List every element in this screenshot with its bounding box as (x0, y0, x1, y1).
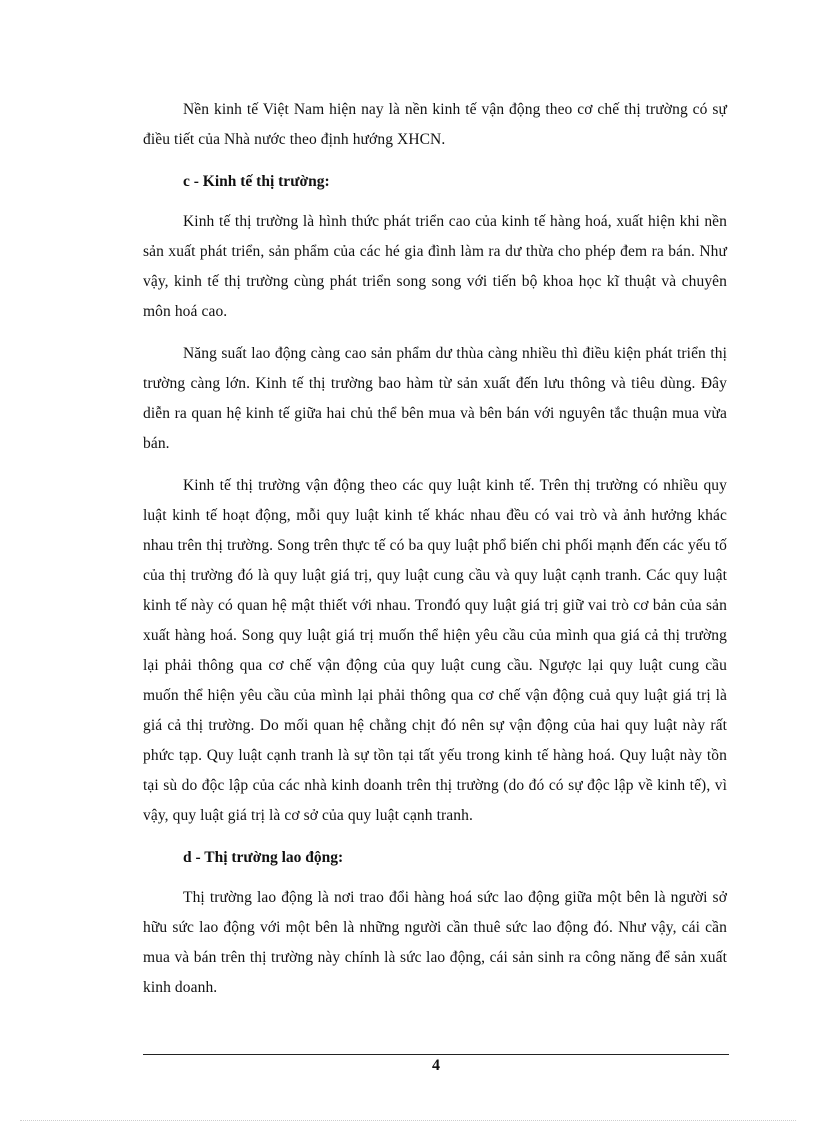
page-body (143, 95, 727, 1015)
section-d-paragraph-1: Thị trường lao động là nơi trao đổi hàng hoá sức lao động giữa một bên là người sở hữu sức lao động với một bên là những người cần thuê sức lao động đó. Như vậy, cái cần mua và bán trên thị trường này chính là sức lao động, cái sản sinh ra công năng để sản xuất kinh doanh. (143, 889, 727, 996)
intro-paragraph: Nền kinh tế Việt Nam hiện nay là nền kinh tế vận động theo cơ chế thị trường có sự điều tiết của Nhà nước theo định hướng XHCN. (143, 101, 727, 148)
section-heading-d: d - Thị trường lao động: (183, 849, 344, 866)
section-c-paragraph-1: Kinh tế thị trường là hình thức phát triển cao của kinh tế hàng hoá, xuất hiện khi nền sản xuất phát triển, sản phẩm của các hé gia đình làm ra dư thừa cho phép đem ra bán. Như vậy, kinh tế thị trường cùng phát triển song song với tiến bộ khoa học kĩ thuật và chuyên môn hoá cao. (143, 213, 727, 320)
section-c-paragraph-2: Năng suất lao động càng cao sản phẩm dư thùa càng nhiều thì điều kiện phát triển thị trường càng lớn. Kinh tế thị trường bao hàm từ sản xuất đến lưu thông và tiêu dùng. Đây diễn ra quan hệ kinh tế giữa hai chủ thể bên mua và bên bán với nguyên tắc thuận mua vừa bán. (143, 345, 727, 452)
page-number: 4 (432, 1057, 440, 1074)
footer-divider (143, 1054, 729, 1055)
section-heading-c: c - Kinh tế thị trường: (183, 173, 330, 190)
section-c-paragraph-3: Kinh tế thị trường vận động theo các quy luật kinh tế. Trên thị trường có nhiều quy luật kinh tế hoạt động, mỗi quy luật kinh tế khác nhau đều có vai trò và ảnh hưởng khác nhau trên thị trường. Song trên thực tế có ba quy luật phổ biến chi phối mạnh đến các yếu tố của thị trường đó là quy luật giá trị, quy luật cung cầu và quy luật cạnh tranh. Các quy luật kinh tế này có quan hệ mật thiết với nhau. Tronđó quy luật giá trị giữ vai trò cơ bản của sản xuất hàng hoá. Song quy luật giá trị muốn thể hiện yêu cầu của mình qua giá cả thị trường lại phải thông qua cơ chế vận động của quy luật cung cầu. Ngược lại quy luật cung cầu muốn thể hiện yêu cầu của mình lại phải thông qua cơ chế vận động cuả quy luật giá trị là giá cả thị trường. Do mối quan hệ chằng chịt đó nên sự vận động của hai quy luật này rất phức tạp. Quy luật cạnh tranh là sự tồn tại tất yếu trong kinh tế hàng hoá. Quy luật này tồn tại sù do độc lập của các nhà kinh doanh trên thị trường (do đó có sự độc lập về kinh tế), vì vậy, quy luật giá trị là cơ sở của quy luật cạnh tranh. (143, 477, 727, 824)
page-bottom-edge (20, 1120, 796, 1121)
